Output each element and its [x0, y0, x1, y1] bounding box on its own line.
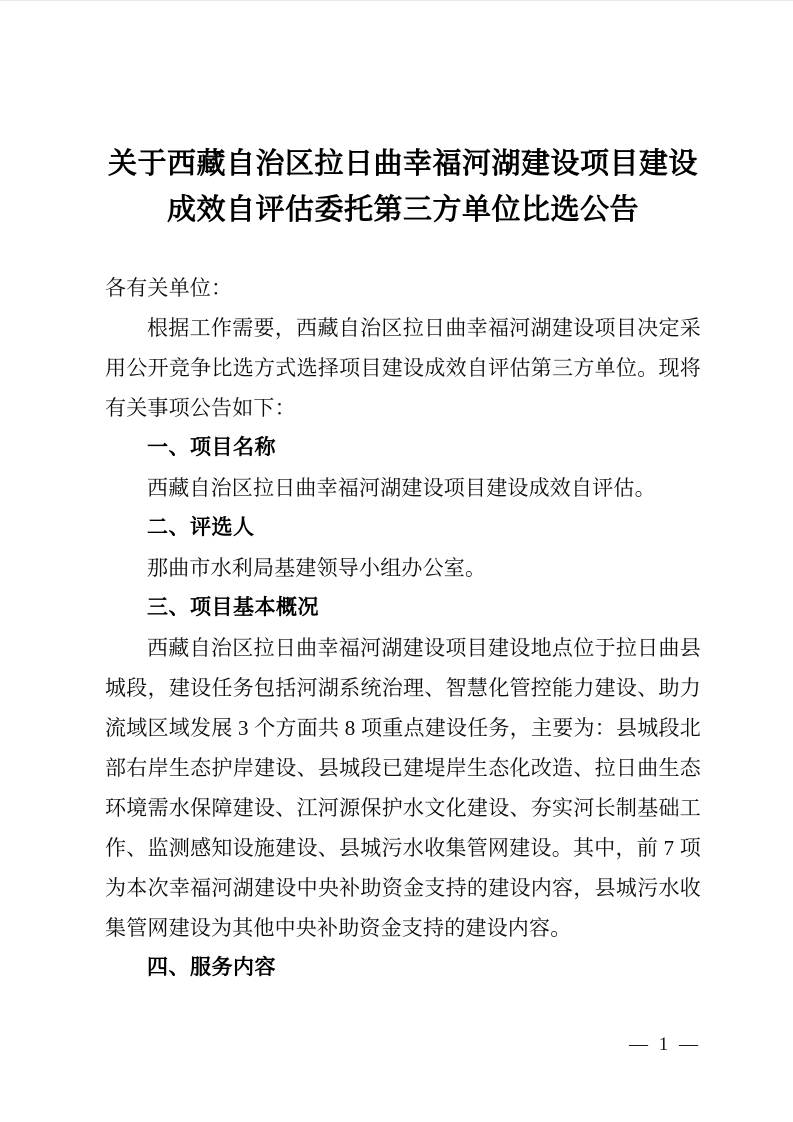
document-title [105, 141, 701, 233]
section-heading-service-content: 四、服务内容 [147, 956, 276, 979]
intro-paragraph: 根据工作需要，西藏自治区拉日曲幸福河湖建设项目决定采用公开竞争比选方式选择项目建设成效自评估第三方单位。现将有关事项公告如下： [105, 316, 701, 420]
title-line-2: 成效自评估委托第三方单位比选公告 [166, 194, 639, 226]
salutation: 各有关单位： [105, 276, 233, 300]
section-heading-project-overview: 三、项目基本概况 [147, 596, 319, 619]
page-number: — 1 — [629, 1034, 701, 1055]
section-heading-selector: 二、评选人 [147, 516, 255, 539]
section-paragraph-project-overview: 西藏自治区拉日曲幸福河湖建设项目建设地点位于拉日曲县城段，建设任务包括河湖系统治理、智慧化管控能力建设、助力流域区域发展 3 个方面共 8 项重点建设任务，主要为：县城段北部右岸生态护岸建设、县城段已建堤岸生态化改造、拉日曲生态环境需水保障建设、江河源保护水文化建设、夯实河长制基础工作、监测感知设施建设、县城污水收集管网建设。其中，前 7 项为本次幸福河湖建设中央补助资金支持的建设内容，县城污水收集管网建设为其他中央补助资金支持的建设内容。 [105, 636, 701, 940]
title-line-1: 关于西藏自治区拉日曲幸福河湖建设项目建设 [107, 148, 698, 180]
document-body [105, 268, 701, 988]
section-paragraph-selector: 那曲市水利局基建领导小组办公室。 [147, 556, 487, 580]
section-heading-project-name: 一、项目名称 [147, 436, 276, 459]
section-paragraph-project-name: 西藏自治区拉日曲幸福河湖建设项目建设成效自评估。 [147, 476, 656, 500]
